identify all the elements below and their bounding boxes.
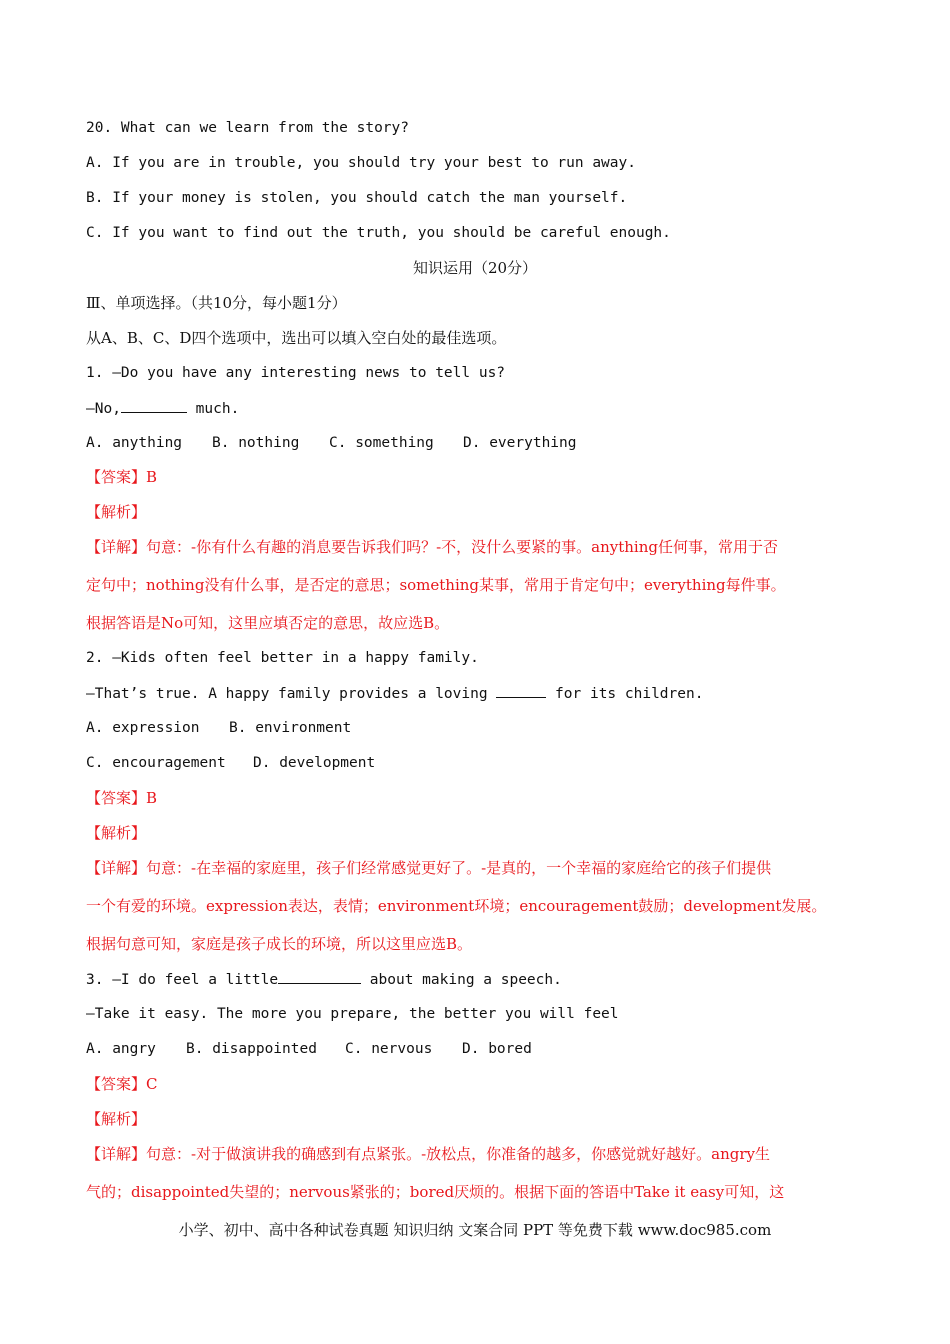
item1-options xyxy=(86,432,876,454)
item3-answer: 【答案】C xyxy=(86,1075,158,1093)
q20-option-b: B. If your money is stolen, you should catch the man yourself. xyxy=(86,190,628,206)
item3-option-c: C. nervous xyxy=(345,1041,433,1057)
item2-option-c: C. encouragement xyxy=(86,755,226,771)
item1-detail-line-2: 定句中；nothing没有什么事，是否定的意思；something某事，常用于肯定句中；everything每件事。 xyxy=(86,576,786,594)
item2-question: 2. —Kids often feel better in a happy family. xyxy=(86,650,479,666)
item2-analysis: 【解析】 xyxy=(86,824,147,842)
item2-answer: 【答案】B xyxy=(86,789,158,807)
item3-detail-line-1 xyxy=(86,1143,876,1165)
item1-analysis: 【解析】 xyxy=(86,503,147,521)
item3-question-post: about making a speech. xyxy=(361,972,562,988)
item1-answer: 【答案】B xyxy=(86,468,158,486)
item2-detail-line-2: 一个有爱的环境。expression表达，表情；environment环境；encouragement鼓励；development发展。 xyxy=(86,897,827,915)
item1-option-a: A. anything xyxy=(86,435,183,451)
item2-response xyxy=(86,682,876,705)
q20-option-a: A. If you are in trouble, you should try your best to run away. xyxy=(86,155,636,171)
item2-response-pre: —That’s true. A happy family provides a loving xyxy=(86,686,497,702)
part3-instruction: 从A、B、C、D四个选项中，选出可以填入空白处的最佳选项。 xyxy=(86,329,507,347)
item1-option-c: C. something xyxy=(329,435,434,451)
item2-detail-label: 【详解】 xyxy=(86,859,147,877)
part3-heading: Ⅲ、单项选择。（共10分，每小题1分） xyxy=(86,294,347,312)
q20-option-c: C. If you want to find out the truth, you should be careful enough. xyxy=(86,225,671,241)
item1-response-pre: —No, xyxy=(86,401,121,417)
item1-blank xyxy=(121,397,187,413)
item3-detail-text-1: 句意：-对于做演讲我的确感到有点紧张。-放松点，你准备的越多，你感觉就好越好。angry生 xyxy=(146,1145,771,1163)
item2-option-b: B. environment xyxy=(229,720,352,736)
item2-response-post: for its children. xyxy=(546,686,704,702)
item2-option-a: A. expression xyxy=(86,720,200,736)
item3-option-d: D. bored xyxy=(462,1041,532,1057)
item2-blank xyxy=(496,682,546,698)
item3-question-pre: 3. —I do feel a little xyxy=(86,972,279,988)
item3-option-b: B. disappointed xyxy=(186,1041,317,1057)
item2-detail-line-1 xyxy=(86,857,876,879)
item3-question xyxy=(86,968,876,991)
item1-detail-text-1: 句意：-你有什么有趣的消息要告诉我们吗？-不，没什么要紧的事。anything任何事，常用于否 xyxy=(146,538,778,556)
item3-detail-label: 【详解】 xyxy=(86,1145,147,1163)
item2-detail-line-3: 根据句意可知，家庭是孩子成长的环境，所以这里应选B。 xyxy=(86,935,473,953)
item3-analysis: 【解析】 xyxy=(86,1110,147,1128)
item2-option-d: D. development xyxy=(253,755,376,771)
item1-detail-line-3: 根据答语是No可知，这里应填否定的意思，故应选B。 xyxy=(86,614,450,632)
item1-detail-label: 【详解】 xyxy=(86,538,147,556)
item2-detail-text-1: 句意：-在幸福的家庭里，孩子们经常感觉更好了。-是真的，一个幸福的家庭给它的孩子们提供 xyxy=(146,859,772,877)
page-footer: 小学、初中、高中各种试卷真题 知识归纳 文案合同 PPT 等免费下载 www.doc985.com xyxy=(178,1221,772,1239)
item2-options-row-1 xyxy=(86,717,876,739)
item3-detail-line-2: 气的；disappointed失望的；nervous紧张的；bored厌烦的。根据下面的答语中Take it easy可知，这 xyxy=(86,1183,785,1201)
item1-response xyxy=(86,397,876,420)
item1-question: 1. —Do you have any interesting news to tell us? xyxy=(86,365,506,381)
item1-response-post: much. xyxy=(186,401,240,417)
item3-response: —Take it easy. The more you prepare, the better you will feel xyxy=(86,1006,619,1022)
item3-option-a: A. angry xyxy=(86,1041,156,1057)
q20-question: 20. What can we learn from the story? xyxy=(86,120,410,136)
section-title: 知识运用（20分） xyxy=(412,259,538,277)
item3-blank xyxy=(278,968,361,984)
item3-options xyxy=(86,1038,876,1060)
item2-options-row-2 xyxy=(86,752,876,774)
item1-option-b: B. nothing xyxy=(212,435,300,451)
item1-option-d: D. everything xyxy=(463,435,577,451)
item1-detail-line-1 xyxy=(86,536,876,558)
